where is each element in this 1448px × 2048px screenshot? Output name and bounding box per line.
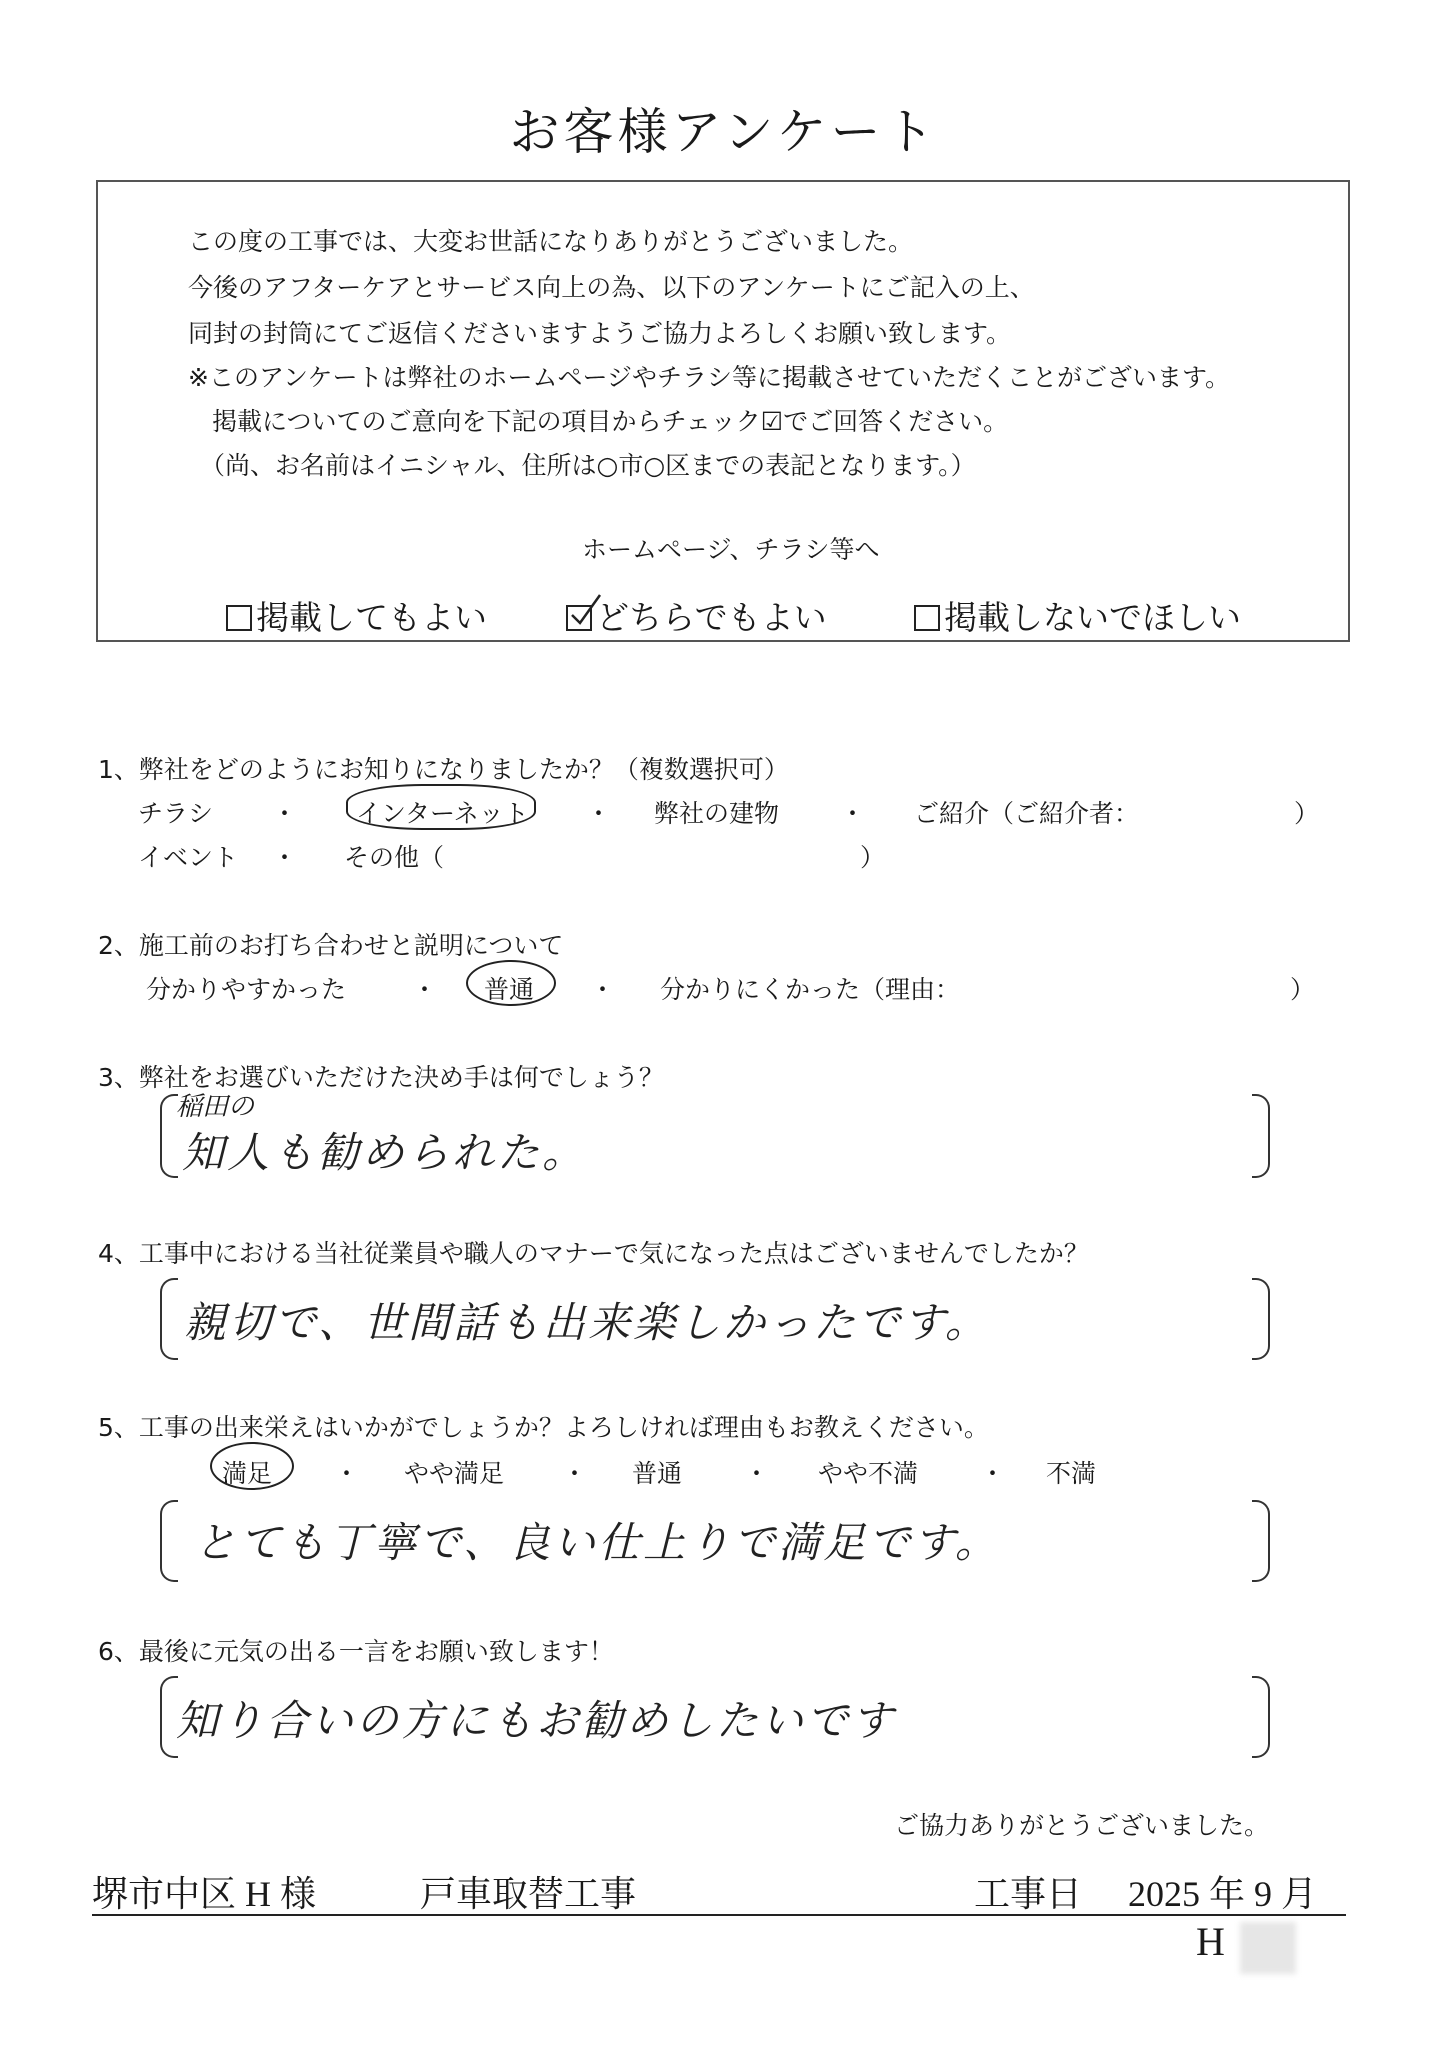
footer-initial: H <box>1196 1919 1225 1964</box>
q5-choice-normal[interactable]: 普通 <box>632 1459 683 1488</box>
intro-line-1: この度の工事では、大変お世話になりありがとうございました。 <box>188 227 914 256</box>
thanks-text: ご協力ありがとうございました。 <box>894 1811 1270 1840</box>
footer-date: 2025 年 9 月 <box>1128 1874 1318 1914</box>
intro-line-3: 同封の封筒にてご返信くださいますようご協力よろしくお願い致します。 <box>188 319 1012 348</box>
q1-other-close: ） <box>860 843 886 872</box>
footer-work: 戸車取替工事 <box>420 1874 637 1914</box>
q6-answer: 知り合いの方にもお勧めしたいです <box>176 1696 897 1745</box>
q1-choice-internet[interactable]: インターネット <box>356 799 529 828</box>
q2-reason-close: ） <box>1290 975 1316 1004</box>
separator-dot: ・ <box>590 975 616 1004</box>
question-1: 1、弊社をどのようにお知りになりましたか？（複数選択可） <box>98 755 789 784</box>
separator-dot: ・ <box>980 1459 1006 1488</box>
q5-choice-dissatisfied[interactable]: 不満 <box>1046 1459 1097 1488</box>
publish-option-either[interactable]: どちらでもよい <box>566 592 827 639</box>
q1-choice-flyer[interactable]: チラシ <box>138 799 214 828</box>
q2-choice-clear[interactable]: 分かりやすかった <box>146 975 347 1004</box>
q1-referral-close: ） <box>1294 799 1320 828</box>
answer-bracket-right <box>1252 1094 1270 1178</box>
checkbox-empty-icon[interactable] <box>914 605 940 631</box>
page-title: お客様アンケート <box>509 103 939 161</box>
intro-line-6: （尚、お名前はイニシャル、住所は○市○区までの表記となります。） <box>200 451 976 480</box>
publish-option-deny[interactable]: 掲載しないでほしい <box>914 592 1241 639</box>
q5-choice-somewhat-dissatisfied[interactable]: やや不満 <box>818 1459 919 1488</box>
question-6: 6、最後に元気の出る一言をお願い致します！ <box>98 1637 614 1666</box>
q3-answer: 知人も勧められた。 <box>182 1128 588 1177</box>
q2-choice-normal[interactable]: 普通 <box>484 975 535 1004</box>
q4-answer: 親切で、世間話も出来楽しかったです。 <box>184 1298 990 1347</box>
separator-dot: ・ <box>586 799 612 828</box>
separator-dot: ・ <box>272 843 298 872</box>
question-3: 3、弊社をお選びいただけた決め手は何でしょう？ <box>98 1063 664 1092</box>
q1-choice-event[interactable]: イベント <box>138 843 239 872</box>
separator-dot: ・ <box>562 1459 588 1488</box>
separator-dot: ・ <box>412 975 438 1004</box>
checkbox-empty-icon[interactable] <box>226 605 252 631</box>
q5-choice-somewhat-satisfied[interactable]: やや満足 <box>404 1459 505 1488</box>
answer-bracket-right <box>1252 1278 1270 1360</box>
check-mark-icon <box>566 591 606 631</box>
q1-choice-referral[interactable]: ご紹介（ご紹介者： <box>914 799 1140 828</box>
q1-choice-other[interactable]: その他（ <box>344 843 445 872</box>
blurred-signature <box>1240 1922 1296 1974</box>
selection-circle <box>466 960 556 1006</box>
answer-bracket-left <box>160 1500 178 1582</box>
intro-line-5: 掲載についてのご意向を下記の項目からチェック☑でご回答ください。 <box>212 407 1009 436</box>
publish-option-allow[interactable]: 掲載してもよい <box>226 592 487 639</box>
question-5: 5、工事の出来栄えはいかがでしょうか？よろしければ理由もお教えください。 <box>98 1413 989 1442</box>
publish-subheading: ホームページ、チラシ等へ <box>582 535 880 564</box>
intro-line-2: 今後のアフターケアとサービス向上の為、以下のアンケートにご記入の上、 <box>188 273 1035 302</box>
intro-line-4: ※このアンケートは弊社のホームページやチラシ等に掲載させていただくことがございます。 <box>188 363 1230 392</box>
answer-bracket-right <box>1252 1500 1270 1582</box>
separator-dot: ・ <box>744 1459 770 1488</box>
answer-bracket-right <box>1252 1676 1270 1758</box>
footer-date-label: 工事日 <box>974 1874 1083 1914</box>
q5-choice-satisfied[interactable]: 満足 <box>222 1459 273 1488</box>
answer-bracket-left <box>160 1278 178 1360</box>
checkbox-checked-icon[interactable] <box>566 605 592 631</box>
footer-underline <box>92 1914 1346 1916</box>
q3-answer-note: 稲田の <box>176 1092 255 1122</box>
selection-circle <box>346 784 536 830</box>
separator-dot: ・ <box>334 1459 360 1488</box>
footer-customer: 堺市中区 H 様 <box>92 1874 316 1914</box>
question-2: 2、施工前のお打ち合わせと説明について <box>98 931 564 960</box>
q2-choice-unclear[interactable]: 分かりにくかった（理由： <box>660 975 961 1004</box>
separator-dot: ・ <box>840 799 866 828</box>
question-4: 4、工事中における当社従業員や職人のマナーで気になった点はございませんでしたか？ <box>98 1239 1089 1268</box>
selection-circle <box>210 1442 294 1490</box>
q1-choice-building[interactable]: 弊社の建物 <box>654 799 780 828</box>
q5-answer: とても丁寧で、良い仕上りで満足です。 <box>194 1518 1000 1567</box>
separator-dot: ・ <box>272 799 298 828</box>
